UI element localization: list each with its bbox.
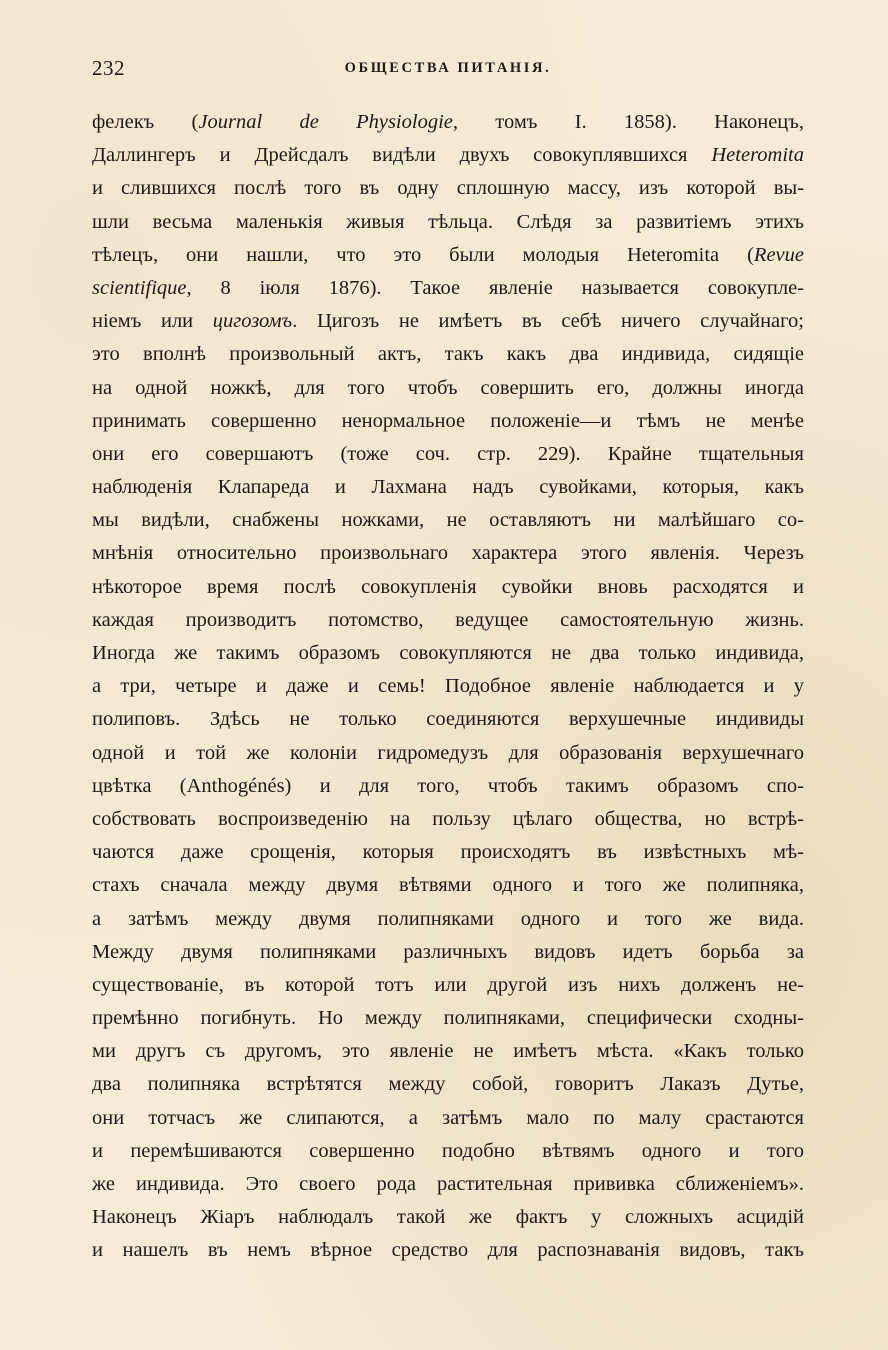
text-line-content [92,443,804,465]
text-line-content [92,874,804,896]
text-line [92,969,804,1002]
text-line [92,106,804,139]
text-line-content [92,675,804,697]
text-line-content [92,542,804,564]
text-line-content [92,941,804,963]
text-run: и нашелъ въ немъ вѣрное средство для распознаванія видовъ, такъ [92,1239,804,1262]
text-run: принимать совершенно ненормальное положеніе—и тѣмъ не менѣе [92,409,804,432]
text-line [92,803,804,836]
text-line [92,1102,804,1135]
text-run: они его совершаютъ (тоже соч. стр. 229). Крайне тщательныя [92,442,804,465]
text-line-content [92,410,804,432]
text-line-content [92,908,804,930]
text-run: одной и той же колоніи гидромедузъ для образованія верхушечнаго [92,741,804,764]
text-run: Наконецъ Жіаръ наблюдалъ такой же фактъ у сложныхъ асцидій [92,1206,804,1229]
text-line [92,637,804,670]
text-line-content [92,576,804,598]
text-line-content [92,244,804,266]
text-run: собствовать воспроизведенію на пользу цѣлаго общества, но встрѣ- [92,807,804,830]
italic-text: цигозомъ [212,310,293,333]
text-run: , 8 іюля 1876). Такое явленіе называется совокупле- [186,276,804,299]
text-line-content [92,509,804,531]
text-line [92,338,804,371]
text-run: на одной ножкѣ, для того чтобъ совершить его, должны иногда [92,376,804,399]
text-line-content [92,343,804,365]
text-run: , томъ I. 1858). Наконецъ, [452,111,804,133]
text-run: фелекъ ( [92,111,199,133]
text-line [92,703,804,736]
text-run: же индивида. Это своего рода растительная прививка сближеніемъ». [92,1173,804,1195]
italic-text: Journal de Physiologie [198,111,453,133]
text-line-content [92,177,804,199]
text-line-content [92,1007,804,1029]
text-run: цвѣтка (Anthogénés) и для того, чтобъ такимъ образомъ спо- [92,774,804,797]
text-run: Между двумя полипняками различныхъ видовъ идетъ борьба за [92,940,804,963]
text-line [92,770,804,803]
text-line [92,1201,804,1234]
text-line [92,438,804,471]
text-line-content [92,742,804,764]
page-number: 232 [92,56,125,80]
text-line [92,471,804,504]
text-line-content [92,111,804,133]
text-run: мы видѣли, снабжены ножками, не оставляютъ ни малѣйшаго со- [92,509,804,532]
text-line [92,737,804,770]
text-run: ми другъ съ другомъ, это явленіе не имѣетъ мѣста. «Какъ только [92,1040,804,1063]
text-line-content [92,1073,804,1095]
text-line-content [92,1107,804,1129]
text-run: чаются даже срощенія, которыя происходятъ въ извѣстныхъ мѣ- [92,841,804,864]
page-header [92,56,804,86]
text-run: каждая производитъ потомство, ведущее самостоятельную жизнь. [92,608,804,631]
text-line [92,670,804,703]
text-line [92,936,804,969]
text-line [92,139,804,172]
text-line [92,1234,804,1267]
italic-text: scientifique [92,276,187,299]
text-line [92,571,804,604]
text-line [92,305,804,338]
text-line [92,405,804,438]
text-run: существованіе, въ которой тотъ или другой изъ нихъ долженъ не- [92,973,804,996]
text-line-content [92,808,804,830]
text-run: и перемѣшиваются совершенно подобно вѣтвямъ одного и того [92,1139,804,1162]
text-line [92,869,804,902]
text-run: полиповъ. Здѣсь не только соединяются верхушечные индивиды [92,708,804,731]
text-run: и слившихся послѣ того въ одну сплошную массу, изъ которой вы- [92,177,804,200]
text-run: шли весьма маленькія живыя тѣльца. Слѣдя за развитіемъ этихъ [92,210,804,233]
text-line-content [92,1173,804,1195]
text-line [92,1135,804,1168]
text-run: . Цигозъ не имѣетъ въ себѣ ничего случайнаго; [292,310,804,333]
text-line [92,239,804,272]
text-run: ніемъ или [92,310,213,333]
text-run: два полипняка встрѣтятся между собой, говоритъ Лаказъ Дутье, [92,1073,804,1096]
text-line [92,272,804,305]
text-line [92,504,804,537]
text-run: а три, четыре и даже и семь! Подобное явленіе наблюдается и у [92,675,804,698]
text-run: наблюденія Клапареда и Лахмана надъ сувойками, которыя, какъ [92,476,804,499]
text-line [92,372,804,405]
text-line-content [92,476,804,498]
text-line [92,537,804,570]
text-line [92,604,804,637]
text-line-content [92,277,804,299]
text-line-content [92,775,804,797]
text-line [92,1168,804,1201]
running-title: ОБЩЕСТВА ПИТАНІЯ. [344,60,552,76]
text-run: Иногда же такимъ образомъ совокупляются не два только индивида, [92,642,804,664]
text-line-content [92,609,804,631]
text-run: стахъ сначала между двумя вѣтвями одного и того же полипняка, [92,874,804,897]
italic-text: Heteromita [711,144,804,167]
italic-text: Revue [753,243,804,266]
body-text [92,106,804,1268]
text-line [92,206,804,239]
text-run: тѣлецъ, они нашли, что это были молодыя Heteromita ( [92,243,754,266]
text-line-content [92,841,804,863]
text-line-content [92,1239,804,1261]
text-line-content [92,1140,804,1162]
text-line-content [92,974,804,996]
text-run: это вполнѣ произвольный актъ, такъ какъ два индивида, сидящіе [92,343,804,366]
text-run: нѣкоторое время послѣ совокупленія сувойки вновь расходятся и [92,575,804,598]
text-line [92,1035,804,1068]
text-run: они тотчасъ же слипаются, а затѣмъ мало по малу срастаются [92,1106,804,1129]
text-line [92,903,804,936]
text-run: премѣнно погибнуть. Но между полипняками, специфически сходны- [92,1007,804,1030]
text-line-content [92,642,804,664]
text-line-content [92,708,804,730]
text-run: Даллингеръ и Дрейсдалъ видѣли двухъ совокуплявшихся [92,144,712,167]
text-line [92,172,804,205]
text-line [92,836,804,869]
text-line-content [92,144,804,166]
text-line-content [92,1206,804,1228]
text-line-content [92,377,804,399]
text-run: мнѣнія относительно произвольнаго характера этого явленія. Черезъ [92,542,804,565]
text-line-content [92,310,804,332]
text-run: а затѣмъ между двумя полипняками одного и того же вида. [92,907,804,930]
text-line [92,1002,804,1035]
text-line [92,1068,804,1101]
text-line-content [92,211,804,233]
text-line-content [92,1040,804,1062]
